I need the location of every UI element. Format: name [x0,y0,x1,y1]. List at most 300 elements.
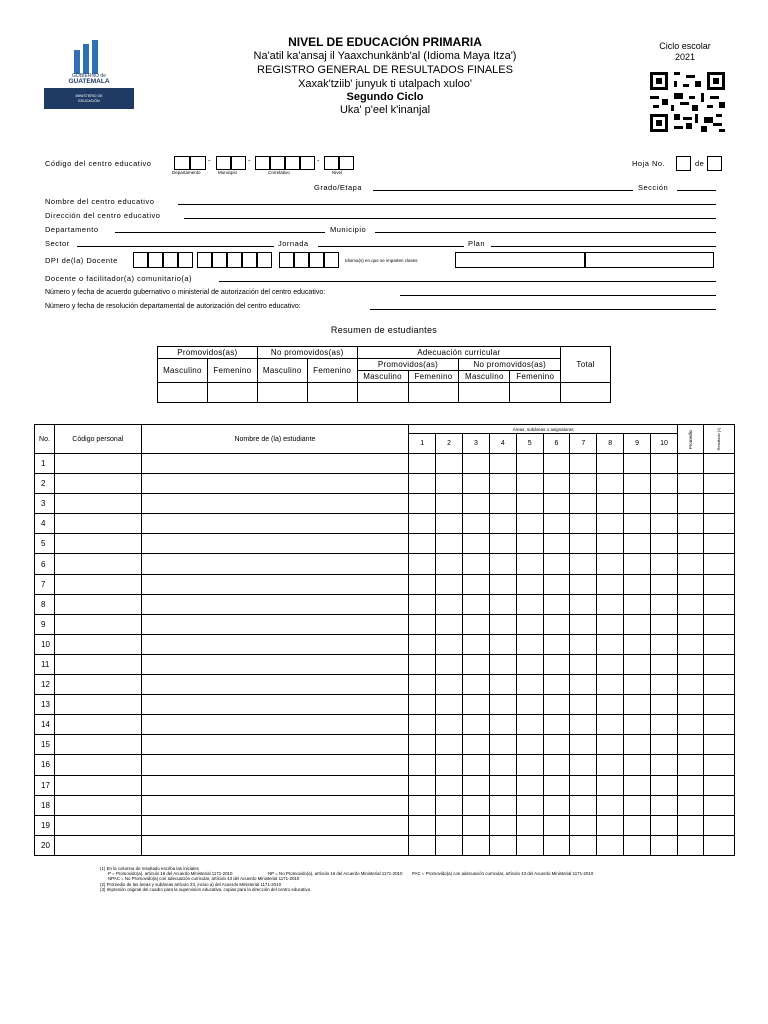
grid-cell[interactable] [570,454,597,474]
grid-cell[interactable] [624,474,651,494]
grid-cell[interactable] [516,614,543,634]
grid-cell[interactable] [463,654,490,674]
grid-cell[interactable] [570,755,597,775]
grid-cell[interactable] [54,675,141,695]
grid-cell[interactable] [543,554,570,574]
grid-cell[interactable] [141,634,409,654]
grid-cell[interactable] [651,514,678,534]
grid-cell[interactable] [436,634,463,654]
grid-cell[interactable] [543,474,570,494]
grid-cell[interactable] [543,755,570,775]
grid-cell[interactable] [677,835,703,855]
grid-cell[interactable] [570,614,597,634]
grid-cell[interactable] [624,715,651,735]
grid-cell[interactable] [141,654,409,674]
grid-cell[interactable] [54,755,141,775]
grid-cell[interactable] [703,675,734,695]
grid-cell[interactable] [463,514,490,534]
grid-cell[interactable] [543,835,570,855]
grid-cell[interactable] [463,534,490,554]
grid-cell[interactable] [463,835,490,855]
grid-cell[interactable] [54,494,141,514]
grid-cell[interactable] [436,614,463,634]
grid-cell[interactable] [489,634,516,654]
grid-cell[interactable] [409,534,436,554]
grid-cell[interactable] [651,835,678,855]
grid-cell[interactable] [409,775,436,795]
grid-cell[interactable] [141,534,409,554]
grid-cell[interactable] [516,795,543,815]
grid-cell[interactable] [677,614,703,634]
grid-cell[interactable] [677,654,703,674]
grid-cell[interactable] [543,574,570,594]
grid-cell[interactable] [489,735,516,755]
grid-cell[interactable] [677,554,703,574]
grid-cell[interactable] [489,654,516,674]
grid-cell[interactable] [624,494,651,514]
grid-cell[interactable] [651,634,678,654]
grid-cell[interactable] [436,835,463,855]
grid-cell[interactable] [141,775,409,795]
grid-cell[interactable] [543,454,570,474]
grid-cell[interactable] [409,654,436,674]
grid-cell[interactable] [463,474,490,494]
grid-cell[interactable] [516,715,543,735]
grid-cell[interactable] [516,454,543,474]
sum-input[interactable] [408,383,459,403]
grid-cell[interactable] [677,494,703,514]
grid-cell[interactable] [436,554,463,574]
grid-cell[interactable] [597,634,624,654]
grid-cell[interactable] [141,514,409,534]
grid-cell[interactable] [677,775,703,795]
grid-cell[interactable] [543,695,570,715]
departamento-line[interactable] [115,225,325,233]
grid-cell[interactable] [624,775,651,795]
grid-cell[interactable] [651,594,678,614]
grid-cell[interactable] [597,715,624,735]
grid-cell[interactable] [489,534,516,554]
grid-cell[interactable] [597,775,624,795]
grid-cell[interactable] [516,594,543,614]
sum-input[interactable] [207,383,257,403]
grid-cell[interactable] [141,715,409,735]
grid-cell[interactable] [54,474,141,494]
grid-cell[interactable] [677,594,703,614]
grid-cell[interactable] [409,835,436,855]
grid-cell[interactable] [570,514,597,534]
grid-cell[interactable] [516,654,543,674]
grid-cell[interactable] [703,554,734,574]
grid-cell[interactable] [409,715,436,735]
grid-cell[interactable] [489,755,516,775]
grid-cell[interactable] [597,514,624,534]
grid-cell[interactable] [436,795,463,815]
grid-cell[interactable] [703,715,734,735]
grid-cell[interactable] [463,675,490,695]
jornada-line[interactable] [318,239,464,247]
grid-cell[interactable] [463,614,490,634]
grid-cell[interactable] [489,835,516,855]
grid-cell[interactable] [409,634,436,654]
grid-cell[interactable] [624,514,651,534]
grid-cell[interactable] [516,474,543,494]
grid-cell[interactable] [597,614,624,634]
grid-cell[interactable] [597,735,624,755]
grid-cell[interactable] [624,634,651,654]
hoja-total-input[interactable] [707,156,722,171]
grid-cell[interactable] [570,534,597,554]
grid-cell[interactable] [677,695,703,715]
grid-cell[interactable] [624,695,651,715]
grid-cell[interactable] [516,775,543,795]
grid-cell[interactable] [489,514,516,534]
grid-cell[interactable] [516,695,543,715]
grid-cell[interactable] [436,574,463,594]
grid-cell[interactable] [516,634,543,654]
grid-cell[interactable] [516,735,543,755]
grid-cell[interactable] [570,835,597,855]
grid-cell[interactable] [624,534,651,554]
grid-cell[interactable] [141,614,409,634]
grid-cell[interactable] [463,554,490,574]
grid-cell[interactable] [651,614,678,634]
grid-cell[interactable] [409,735,436,755]
idioma-1-input[interactable] [455,252,585,268]
grid-cell[interactable] [597,695,624,715]
grid-cell[interactable] [409,614,436,634]
grid-cell[interactable] [570,474,597,494]
grid-cell[interactable] [570,675,597,695]
grid-cell[interactable] [54,454,141,474]
grid-cell[interactable] [463,715,490,735]
grid-cell[interactable] [677,815,703,835]
grid-cell[interactable] [516,534,543,554]
grid-cell[interactable] [543,514,570,534]
grid-cell[interactable] [489,594,516,614]
grid-cell[interactable] [651,494,678,514]
grid-cell[interactable] [570,735,597,755]
grid-cell[interactable] [409,554,436,574]
grid-cell[interactable] [651,675,678,695]
grid-cell[interactable] [677,514,703,534]
grid-cell[interactable] [516,835,543,855]
grid-cell[interactable] [436,514,463,534]
grid-cell[interactable] [516,675,543,695]
grid-cell[interactable] [677,795,703,815]
grid-cell[interactable] [597,594,624,614]
grid-cell[interactable] [463,755,490,775]
grid-cell[interactable] [651,474,678,494]
sum-input[interactable] [158,383,208,403]
grid-cell[interactable] [409,514,436,534]
municipio-line[interactable] [375,225,716,233]
grid-cell[interactable] [677,735,703,755]
grid-cell[interactable] [489,695,516,715]
grid-cell[interactable] [436,675,463,695]
grid-cell[interactable] [703,614,734,634]
grid-cell[interactable] [54,594,141,614]
grid-cell[interactable] [543,795,570,815]
grid-cell[interactable] [489,815,516,835]
grid-cell[interactable] [54,715,141,735]
grid-cell[interactable] [597,554,624,574]
grid-cell[interactable] [597,654,624,674]
grid-cell[interactable] [463,494,490,514]
grid-cell[interactable] [436,715,463,735]
grid-cell[interactable] [570,654,597,674]
grid-cell[interactable] [624,554,651,574]
docente-line[interactable] [219,274,716,282]
grid-cell[interactable] [54,514,141,534]
grid-cell[interactable] [570,795,597,815]
grid-cell[interactable] [489,554,516,574]
grid-cell[interactable] [651,775,678,795]
grid-cell[interactable] [409,474,436,494]
grid-cell[interactable] [489,454,516,474]
grid-cell[interactable] [141,574,409,594]
grid-cell[interactable] [141,835,409,855]
grid-cell[interactable] [436,494,463,514]
grid-cell[interactable] [677,454,703,474]
grid-cell[interactable] [651,795,678,815]
grid-cell[interactable] [141,695,409,715]
grid-cell[interactable] [54,574,141,594]
grid-cell[interactable] [570,494,597,514]
grid-cell[interactable] [463,634,490,654]
sector-line[interactable] [77,239,274,247]
grid-cell[interactable] [436,454,463,474]
grid-cell[interactable] [703,494,734,514]
grid-cell[interactable] [463,795,490,815]
grid-cell[interactable] [651,715,678,735]
grid-cell[interactable] [624,614,651,634]
grid-cell[interactable] [489,715,516,735]
grid-cell[interactable] [141,494,409,514]
grid-cell[interactable] [677,634,703,654]
grid-cell[interactable] [543,594,570,614]
grid-cell[interactable] [703,514,734,534]
grid-cell[interactable] [54,735,141,755]
grid-cell[interactable] [597,815,624,835]
grid-cell[interactable] [54,554,141,574]
grid-cell[interactable] [543,634,570,654]
grid-cell[interactable] [677,675,703,695]
grid-cell[interactable] [624,654,651,674]
grid-cell[interactable] [409,695,436,715]
grid-cell[interactable] [436,815,463,835]
grid-cell[interactable] [703,835,734,855]
sum-input[interactable] [561,383,611,403]
grid-cell[interactable] [597,755,624,775]
grid-cell[interactable] [651,454,678,474]
grid-cell[interactable] [703,795,734,815]
grid-cell[interactable] [54,695,141,715]
grid-cell[interactable] [543,775,570,795]
grid-cell[interactable] [409,675,436,695]
grid-cell[interactable] [516,755,543,775]
grid-cell[interactable] [624,454,651,474]
grid-cell[interactable] [597,474,624,494]
grid-cell[interactable] [54,654,141,674]
grid-cell[interactable] [703,474,734,494]
grid-cell[interactable] [54,534,141,554]
acuerdo-line[interactable] [400,288,716,296]
grid-cell[interactable] [651,695,678,715]
grid-cell[interactable] [436,654,463,674]
grid-cell[interactable] [651,755,678,775]
grid-cell[interactable] [543,815,570,835]
grid-cell[interactable] [651,574,678,594]
grid-cell[interactable] [54,835,141,855]
direccion-line[interactable] [184,211,716,219]
grid-cell[interactable] [703,775,734,795]
grid-cell[interactable] [436,695,463,715]
grid-cell[interactable] [651,735,678,755]
sum-input[interactable] [257,383,307,403]
grid-cell[interactable] [597,534,624,554]
hoja-input[interactable] [676,156,691,171]
grid-cell[interactable] [489,574,516,594]
grid-cell[interactable] [409,755,436,775]
grid-cell[interactable] [597,795,624,815]
grid-cell[interactable] [489,675,516,695]
grid-cell[interactable] [436,534,463,554]
grid-cell[interactable] [54,614,141,634]
grid-cell[interactable] [570,815,597,835]
grid-cell[interactable] [677,715,703,735]
grid-cell[interactable] [141,755,409,775]
grid-cell[interactable] [543,494,570,514]
grid-cell[interactable] [703,735,734,755]
grid-cell[interactable] [409,574,436,594]
grado-line[interactable] [373,183,633,191]
grid-cell[interactable] [463,775,490,795]
grid-cell[interactable] [409,795,436,815]
grid-cell[interactable] [624,594,651,614]
grid-cell[interactable] [597,835,624,855]
grid-cell[interactable] [543,614,570,634]
plan-line[interactable] [491,239,716,247]
grid-cell[interactable] [597,494,624,514]
grid-cell[interactable] [543,675,570,695]
grid-cell[interactable] [436,594,463,614]
resolucion-line[interactable] [370,302,716,310]
grid-cell[interactable] [463,454,490,474]
grid-cell[interactable] [570,594,597,614]
idioma-2-input[interactable] [585,252,714,268]
grid-cell[interactable] [489,494,516,514]
grid-cell[interactable] [436,775,463,795]
nombre-line[interactable] [178,197,716,205]
grid-cell[interactable] [141,554,409,574]
grid-cell[interactable] [543,735,570,755]
grid-cell[interactable] [463,574,490,594]
grid-cell[interactable] [141,454,409,474]
grid-cell[interactable] [141,795,409,815]
grid-cell[interactable] [570,554,597,574]
grid-cell[interactable] [54,815,141,835]
grid-cell[interactable] [597,574,624,594]
grid-cell[interactable] [489,775,516,795]
sum-input[interactable] [307,383,357,403]
grid-cell[interactable] [436,474,463,494]
grid-cell[interactable] [651,654,678,674]
grid-cell[interactable] [489,474,516,494]
grid-cell[interactable] [703,594,734,614]
grid-cell[interactable] [651,534,678,554]
grid-cell[interactable] [489,614,516,634]
grid-cell[interactable] [597,675,624,695]
sum-input[interactable] [357,383,408,403]
grid-cell[interactable] [624,735,651,755]
grid-cell[interactable] [543,534,570,554]
grid-cell[interactable] [597,454,624,474]
grid-cell[interactable] [141,735,409,755]
grid-cell[interactable] [703,634,734,654]
grid-cell[interactable] [409,454,436,474]
grid-cell[interactable] [489,795,516,815]
grid-cell[interactable] [703,815,734,835]
grid-cell[interactable] [703,695,734,715]
grid-cell[interactable] [703,755,734,775]
grid-cell[interactable] [624,574,651,594]
grid-cell[interactable] [570,574,597,594]
grid-cell[interactable] [677,755,703,775]
grid-cell[interactable] [543,715,570,735]
grid-cell[interactable] [570,775,597,795]
grid-cell[interactable] [624,835,651,855]
grid-cell[interactable] [54,775,141,795]
grid-cell[interactable] [570,715,597,735]
grid-cell[interactable] [141,815,409,835]
grid-cell[interactable] [677,474,703,494]
grid-cell[interactable] [703,574,734,594]
grid-cell[interactable] [651,554,678,574]
grid-cell[interactable] [516,514,543,534]
grid-cell[interactable] [570,695,597,715]
grid-cell[interactable] [703,534,734,554]
grid-cell[interactable] [516,574,543,594]
grid-cell[interactable] [463,695,490,715]
grid-cell[interactable] [516,815,543,835]
grid-cell[interactable] [141,675,409,695]
grid-cell[interactable] [436,755,463,775]
grid-cell[interactable] [141,594,409,614]
grid-cell[interactable] [543,654,570,674]
grid-cell[interactable] [703,454,734,474]
grid-cell[interactable] [516,554,543,574]
grid-cell[interactable] [677,534,703,554]
grid-cell[interactable] [624,795,651,815]
grid-cell[interactable] [409,815,436,835]
grid-cell[interactable] [624,675,651,695]
grid-cell[interactable] [463,594,490,614]
grid-cell[interactable] [54,795,141,815]
grid-cell[interactable] [54,634,141,654]
seccion-line[interactable] [677,183,716,191]
grid-cell[interactable] [436,735,463,755]
grid-cell[interactable] [409,494,436,514]
grid-cell[interactable] [516,494,543,514]
grid-cell[interactable] [651,815,678,835]
grid-cell[interactable] [703,654,734,674]
grid-cell[interactable] [677,574,703,594]
grid-cell[interactable] [624,755,651,775]
grid-cell[interactable] [463,815,490,835]
sum-input[interactable] [459,383,510,403]
grid-cell[interactable] [409,594,436,614]
